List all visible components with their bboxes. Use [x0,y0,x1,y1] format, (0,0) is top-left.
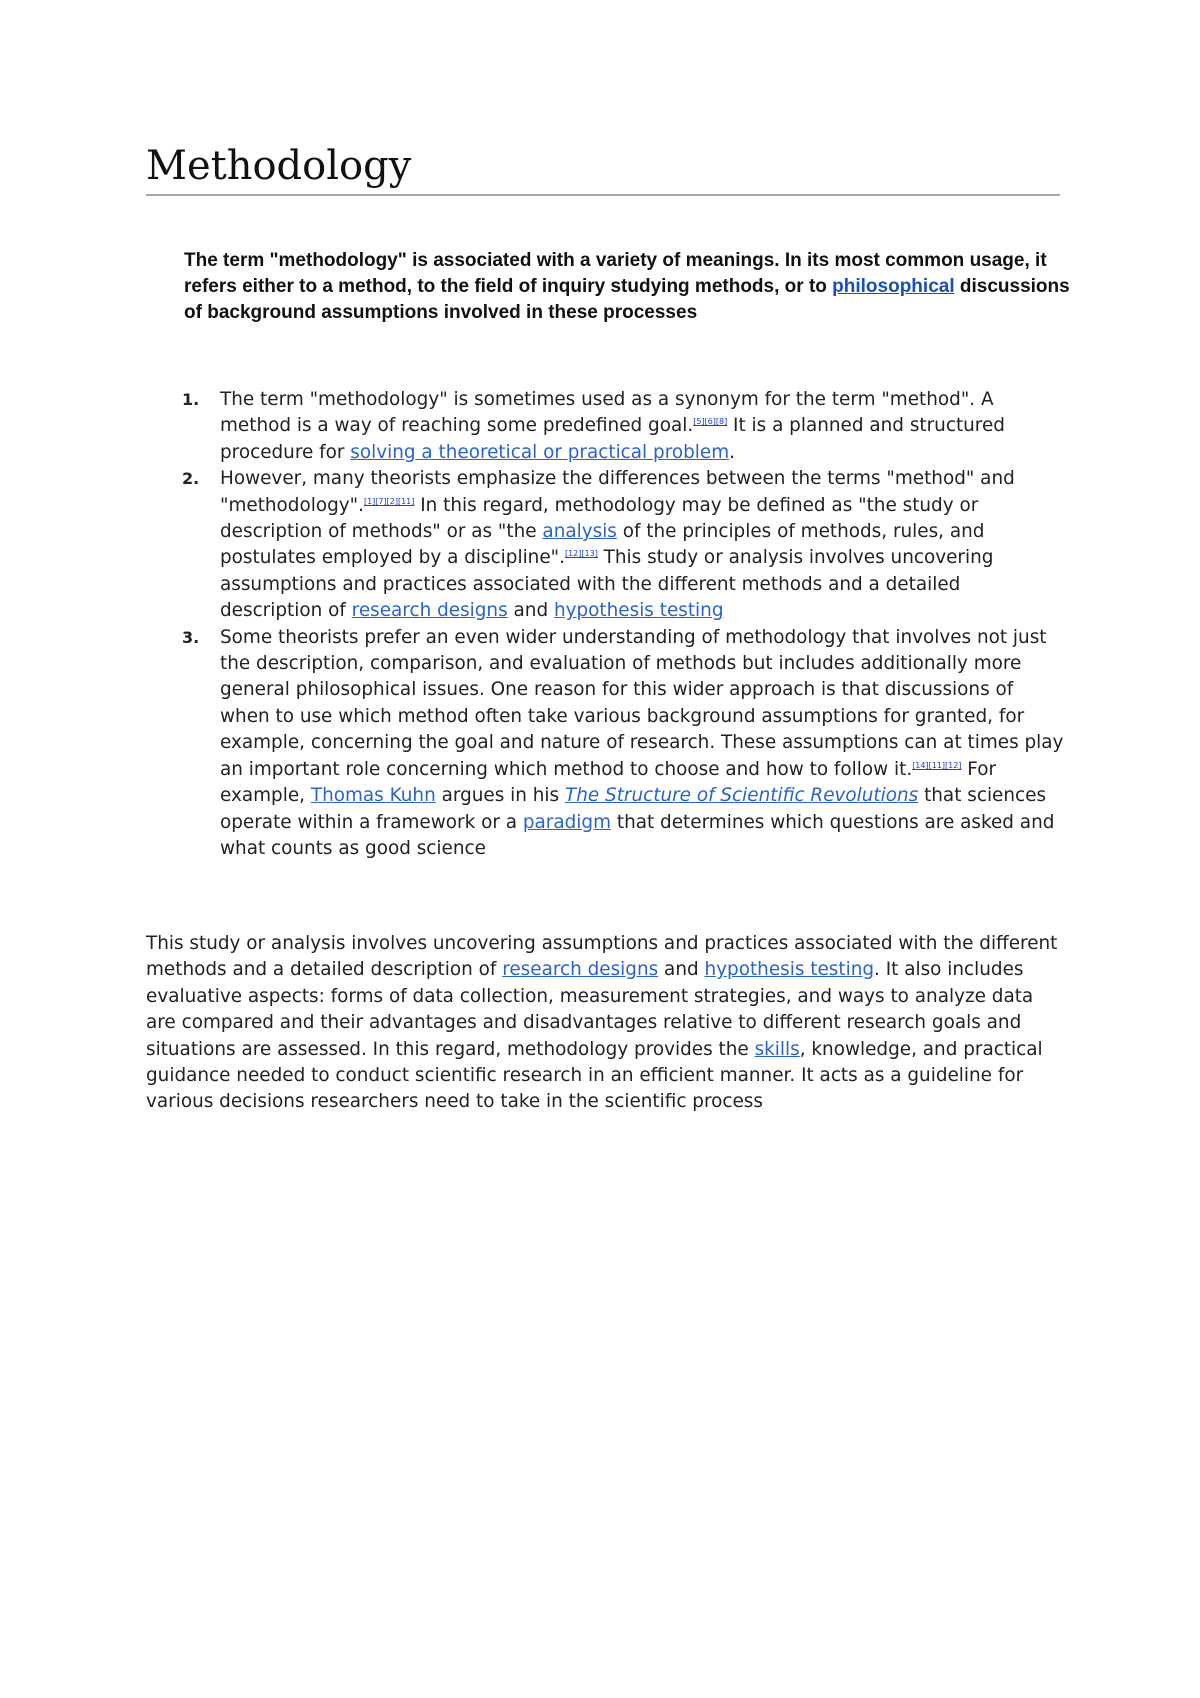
item-text: . [729,441,735,463]
reference-link[interactable]: [14][11][12] [912,760,962,770]
item-text: Some theorists prefer an even wider understanding of methodology that involves not just the description, comparison, and evaluation of methods but includes additionally more general philosophical issues. One reason for this wider approach is that discussions of when to use which method often take various background assumptions for granted, for example, concerning the goal and nature of research. These assumptions can at times play an important role concerning which method to choose and how to follow it. [220,626,1064,780]
philosophical-link[interactable]: philosophical [832,276,955,297]
research-designs-link[interactable]: research designs [351,600,508,622]
item-text: that determines which questions are asked and what counts as good science [220,811,1055,859]
page-title: Methodology [146,140,1060,196]
item-text: This study or analysis involves uncovering assumptions and practices associated with the different methods and a detailed description of [220,547,994,622]
list-number: 1. [182,390,200,409]
reference-link[interactable]: [5][6][8] [693,417,728,427]
item-text: In this regard, methodology may be defined as "the study or description of methods" or as "the [220,494,979,543]
paradigm-link[interactable]: paradigm [522,811,612,833]
lead-text-1: The term "methodology" is associated with a variety of meanings. In its most common usage, it refers either to a method, to the field of inquiry studying methods, or to [184,250,1047,297]
hypothesis-testing-link[interactable]: hypothesis testing [704,959,875,981]
reference-link[interactable]: [12][13] [564,549,598,559]
book-title: The Structure of Scientific Revolutions [564,785,919,807]
numbered-list [148,387,1068,862]
item-text: However, many theorists emphasize the differences between the terms "method" and "methodology". [220,468,1015,516]
item-text: The term "methodology" is sometimes used as a synonym for the term "method". A method is a way of reaching some predefined goal. [220,389,994,437]
item-text: of the principles of methods, rules, and postulates employed by a discipline". [220,521,985,569]
skills-link[interactable]: skills [754,1038,800,1060]
list-number: 3. [182,627,200,647]
paragraph-text: . It also includes evaluative aspects: forms of data collection, measurement strategies, and ways to analyze data are compared and their advantages and disadvantages relative to different research goals and situations are assessed. In this regard, methodology provides the [146,959,1034,1060]
lead-paragraph [184,248,1084,326]
paragraph-text: , knowledge, and practical guidance needed to conduct scientific research in an efficient manner. It acts as a guideline for various decisions researchers need to take in the scientific process [146,1038,1043,1113]
research-designs-link[interactable]: research designs [502,959,659,981]
reference-link[interactable]: [1][7][2][11] [363,496,415,506]
list-number: 2. [182,469,200,489]
paragraph-text: and [658,959,705,981]
item-text: For example, [220,758,997,807]
item-text: It is a planned and structured procedure for [220,415,1005,463]
thomas-kuhn-link[interactable]: Thomas Kuhn [310,785,436,807]
hypothesis-testing-link[interactable]: hypothesis testing [553,600,724,622]
list-item [148,387,1068,466]
item-text: that sciences operate within a framework or a [220,785,1047,833]
list-item [148,625,1068,863]
analysis-link[interactable]: analysis [542,521,617,543]
structure-of-scientific-revolutions-link[interactable] [565,785,918,806]
lead-text-2: discussions of background assumptions involved in these processes [184,276,1070,323]
solving-problem-link[interactable]: solving a theoretical or practical problem [350,441,730,463]
item-text: and [507,600,554,622]
item-text: argues in his [435,785,565,807]
body-paragraph [146,931,1066,1116]
list-item [148,466,1068,624]
paragraph-text: This study or analysis involves uncovering assumptions and practices associated with the different methods and a detailed description of [146,933,1058,981]
